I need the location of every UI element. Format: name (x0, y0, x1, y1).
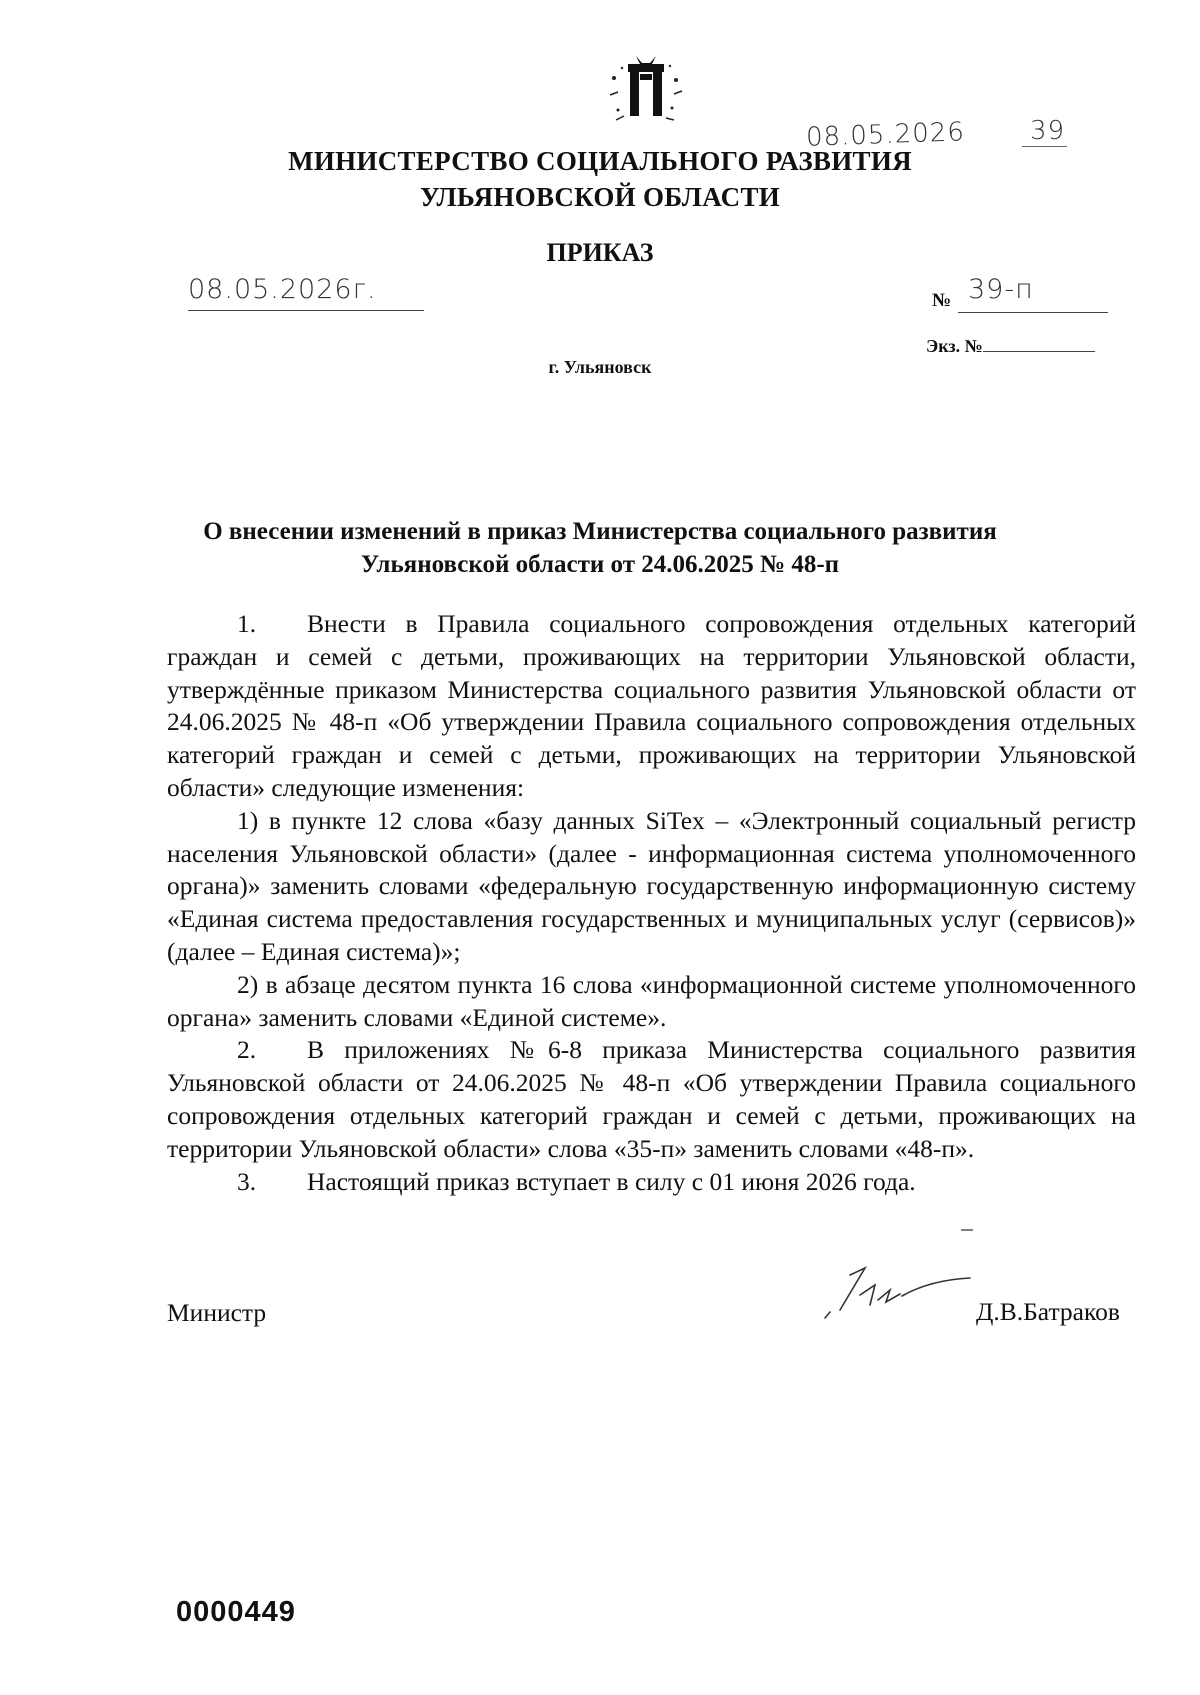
serial-number: 0000449 (176, 1596, 296, 1628)
paragraph-1 (167, 608, 1136, 805)
doc-type-heading: ПРИКАЗ (546, 238, 654, 267)
number-label: № (932, 290, 952, 311)
registration-number-stamp: 39 (1030, 116, 1066, 146)
coat-of-arms-emblem (606, 50, 686, 125)
paragraph-3-text: Настоящий приказ вступает в силу с 01 июня 2026 года. (307, 1166, 916, 1196)
ministry-line-2: УЛЬЯНОВСКОЙ ОБЛАСТИ (419, 182, 781, 212)
order-title (150, 515, 1050, 581)
paragraph-3 (167, 1166, 1136, 1199)
copy-number-label: Экз. № (926, 336, 983, 356)
paragraph-3-number: 3. (237, 1166, 257, 1196)
order-title-line-1: О внесении изменений в приказ Министерства социального развития (203, 518, 997, 545)
date-field (188, 272, 424, 311)
copy-number-line (983, 335, 1095, 352)
ministry-name (0, 143, 1200, 215)
signature-mark (960, 1228, 974, 1232)
handwritten-signature (820, 1250, 980, 1330)
copy-number-row (926, 335, 1095, 357)
signer-name: Д.В.Батраков (976, 1297, 1120, 1326)
number-field (958, 270, 1108, 313)
number-handwritten: 39-п (968, 274, 1034, 305)
subparagraph-2: 2) в абзаце десятом пункта 16 слова «информационной системе уполномоченного органа» заменить словами «Единой системе». (167, 969, 1136, 1032)
paragraph-1-number: 1. (237, 609, 257, 638)
registration-date-stamp: 08.05.2026 (805, 117, 966, 153)
signer-role: Министр (167, 1298, 267, 1327)
order-title-line-2: Ульяновской области от 24.06.2025 № 48-п (360, 551, 840, 578)
paragraph-2 (167, 1034, 1136, 1165)
paragraph-2-text: В приложениях №6-8 приказа Министерства социального развития Ульяновской области от 24.06.2025 № 48-п «Об утверждении Правила социального сопровождения отдельных категорий граждан и семей с детьми, проживающих на территории Ульяновской области» слова «35-п» заменить словами «48-п». (167, 1035, 1136, 1163)
ministry-line-1: МИНИСТЕРСТВО СОЦИАЛЬНОГО РАЗВИТИЯ (288, 146, 912, 176)
subparagraph-1: 1) в пункте 12 слова «базу данных SiTex – «Электронный социальный регистр населения Ульяновской области» (далее - информационная система уполномоченного органа)» заменить словами «федеральную государственную информационную систему «Единая система предоставления государственных и муниципальных услуг (сервисов)» (далее – Единая система)»; (167, 805, 1136, 966)
order-body (167, 608, 1136, 1198)
paragraph-2-number: 2. (237, 1035, 257, 1065)
date-handwritten: 08.05.2026г. (188, 274, 377, 305)
paragraph-1-text: Внести в Правила социального сопровождения отдельных категорий граждан и семей с детьми, проживающих на территории Ульяновской области, утверждённые приказом Министерства социального развития Ульяновской области от 24.06.2025 № 48-п «Об утверждении Правила социального сопровождения отдельных категорий граждан и семей с детьми, проживающих на территории Ульяновской области» следующие изменения: (167, 609, 1136, 802)
city: г. Ульяновск (548, 357, 652, 377)
